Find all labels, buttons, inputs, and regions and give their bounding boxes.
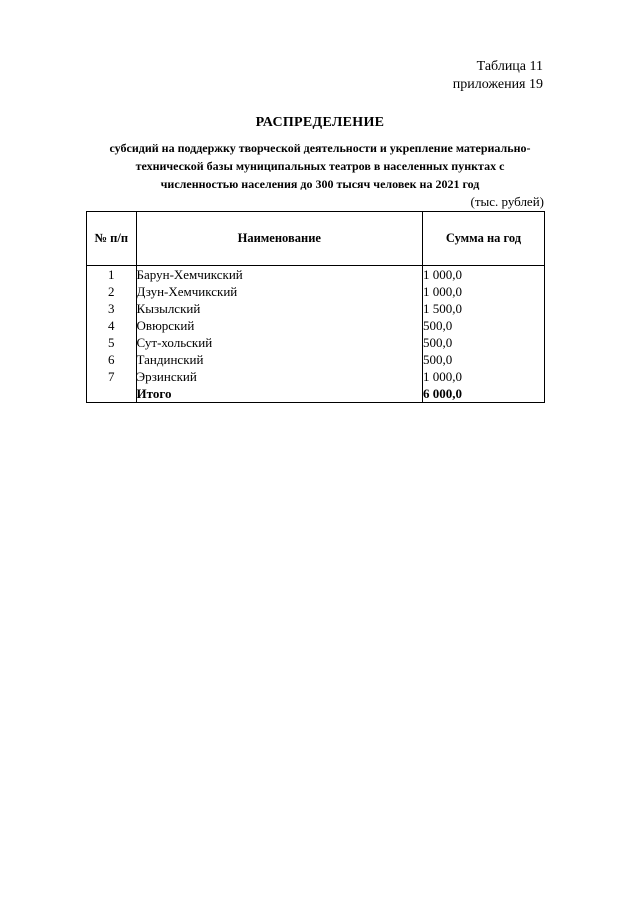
distribution-table <box>86 211 545 403</box>
table-number-label: Таблица 11 <box>476 59 543 74</box>
table-row <box>87 351 545 368</box>
total-number-cell <box>87 385 137 403</box>
row-name: Тандинский <box>136 351 422 368</box>
document-title: РАСПРЕДЕЛЕНИЕ <box>255 115 385 130</box>
row-sum: 1 000,0 <box>423 266 545 284</box>
table-header-row <box>87 212 545 266</box>
row-sum: 500,0 <box>423 351 545 368</box>
row-number: 6 <box>87 351 137 368</box>
table-row <box>87 317 545 334</box>
table-row <box>87 334 545 351</box>
column-header-name: Наименование <box>136 212 422 266</box>
table-row <box>87 300 545 317</box>
row-sum: 500,0 <box>423 334 545 351</box>
row-sum: 500,0 <box>423 317 545 334</box>
column-header-sum: Сумма на год <box>423 212 545 266</box>
row-number: 5 <box>87 334 137 351</box>
total-sum: 6 000,0 <box>423 385 545 403</box>
row-sum: 1 500,0 <box>423 300 545 317</box>
row-number: 2 <box>87 283 137 300</box>
table-row <box>87 368 545 385</box>
document-subtitle <box>70 139 570 193</box>
subtitle-line: численностью населения до 300 тысяч человек на 2021 год <box>160 177 480 191</box>
total-label: Итого <box>136 385 422 403</box>
row-name: Дзун-Хемчикский <box>136 283 422 300</box>
column-header-number: № п/п <box>87 212 137 266</box>
row-name: Кызылский <box>136 300 422 317</box>
row-sum: 1 000,0 <box>423 283 545 300</box>
row-name: Барун-Хемчикский <box>136 266 422 284</box>
row-name: Эрзинский <box>136 368 422 385</box>
row-name: Сут-хольский <box>136 334 422 351</box>
row-sum: 1 000,0 <box>423 368 545 385</box>
subtitle-line: субсидий на поддержку творческой деятельности и укрепление материально- <box>109 141 531 155</box>
row-number: 1 <box>87 266 137 284</box>
row-number: 4 <box>87 317 137 334</box>
subtitle-line: технической базы муниципальных театров в населенных пунктах с <box>135 159 505 173</box>
row-number: 7 <box>87 368 137 385</box>
row-name: Овюрский <box>136 317 422 334</box>
row-number: 3 <box>87 300 137 317</box>
table-row <box>87 266 545 284</box>
table-row <box>87 283 545 300</box>
units-label: (тыс. рублей) <box>470 194 544 209</box>
table-total-row <box>87 385 545 403</box>
appendix-label: приложения 19 <box>452 77 543 92</box>
